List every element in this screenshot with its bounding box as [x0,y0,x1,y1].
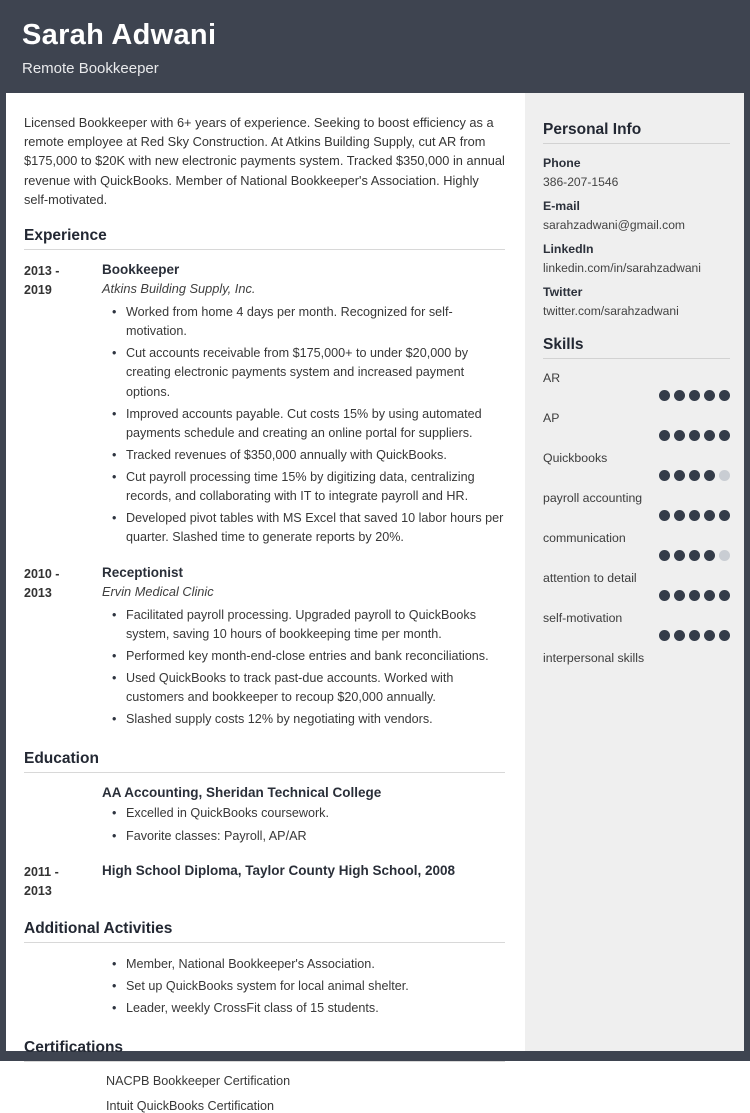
entry-dates [20,955,102,1021]
skill-rating [543,670,730,683]
skill-dot [719,510,730,521]
bullet-item: • Performed key month-end-close entries and bank reconciliations. [116,647,505,666]
section-divider [24,942,505,943]
entry-dates [20,565,102,733]
skill-dot [659,630,670,641]
entry-body [102,262,505,551]
bullet-item: • Favorite classes: Payroll, AP/AR [116,827,505,846]
contact-label: Twitter [543,285,583,299]
bullet-item: • Cut accounts receivable from $175,000+ to under $20,000 by creating electronic payments system and increased payment options. [116,344,505,401]
bullet-item: • Tracked revenues of $350,000 annually with QuickBooks. [116,446,505,465]
skill-item [543,531,730,563]
phone-value: 386-207-1546 [543,175,619,189]
skill-dot [704,630,715,641]
bullet-item: • Set up QuickBooks system for local animal shelter. [116,977,505,996]
bullet-item: • Slashed supply costs 12% by negotiating with vendors. [116,710,505,729]
certifications-heading: Certifications [24,1038,124,1056]
skill-rating [543,470,730,483]
entry-dates [20,785,102,848]
skill-dot [674,470,685,481]
job-company: Ervin Medical Clinic [102,583,214,599]
job-bullet-list [102,606,505,730]
email-value: sarahzadwani@gmail.com [543,218,686,232]
contact-label: E-mail [543,199,580,213]
bullet-item: • Cut payroll processing time 15% by digitizing data, centralizing records, and collaborating with IT to integrate payroll and HR. [116,468,505,506]
contact-field [543,242,730,275]
skill-label: attention to detail [543,571,637,585]
skill-rating [543,430,730,443]
entry-body [102,565,505,733]
skill-label: payroll accounting [543,491,643,505]
experience-heading: Experience [24,226,107,244]
personal-info-heading: Personal Info [543,121,642,138]
skill-dot [674,390,685,401]
skill-dot [704,510,715,521]
skill-rating [543,510,730,523]
contact-label: LinkedIn [543,242,594,256]
skill-dot [674,510,685,521]
skill-dot [659,550,670,561]
contact-field [543,156,730,189]
education-heading: Education [24,750,99,768]
date-start: 2011 - [24,864,59,879]
job-title: Bookkeeper [102,261,180,277]
section-divider [24,772,505,773]
skill-rating [543,550,730,563]
skill-label: self-motivation [543,611,623,625]
skill-dot [674,550,685,561]
bullet-item: • Member, National Bookkeeper's Association. [116,955,505,974]
contact-field [543,285,730,318]
skills-heading: Skills [543,336,584,353]
skill-rating [543,390,730,403]
bullet-item: • Used QuickBooks to track past-due accounts. Worked with customers and bookkeeper to recoup $20,000 annually. [116,669,505,707]
skill-dot [719,430,730,441]
skill-dot [689,550,700,561]
skill-item [543,611,730,643]
skill-dot [719,590,730,601]
bullet-item: • Facilitated payroll processing. Upgraded payroll to QuickBooks system, saving 10 hours of bookkeeping time per month. [116,606,505,644]
skill-dot [674,430,685,441]
entry-body [102,955,505,1021]
certifications-list [102,1074,505,1113]
skill-label: AR [543,371,561,385]
date-start: 2010 - [24,566,60,581]
skill-item [543,411,730,443]
section-divider [24,249,505,250]
skill-dot [704,590,715,601]
activities-bullet-list [102,955,505,1018]
education-bullet-list [102,804,505,845]
date-end: 2019 [24,283,52,298]
certification-item: NACPB Bookkeeper Certification [106,1073,291,1088]
bullet-item: • Excelled in QuickBooks coursework. [116,804,505,823]
date-end: 2013 [24,884,52,899]
candidate-title: Remote Bookkeeper [22,60,159,77]
skill-dot [704,550,715,561]
activities-entry [20,955,505,1021]
skill-dot [689,590,700,601]
job-bullet-list [102,303,505,548]
skill-dot [659,470,670,481]
skill-dot [719,550,730,561]
skill-dot [659,510,670,521]
bullet-item: • Improved accounts payable. Cut costs 15% by using automated payments schedule and creating an online portal for suppliers. [116,405,505,443]
skill-dot [689,390,700,401]
skill-dot [704,390,715,401]
entry-body [102,785,505,848]
certification-item: Intuit QuickBooks Certification [106,1098,274,1113]
activities-heading: Additional Activities [24,919,173,937]
experience-entry [20,262,505,551]
education-entry [20,863,505,902]
education-title: AA Accounting, Sheridan Technical College [102,785,382,801]
entry-dates [20,262,102,551]
experience-entry [20,565,505,733]
job-company: Atkins Building Supply, Inc. [102,280,256,296]
skill-dot [719,390,730,401]
skill-dot [704,470,715,481]
date-end: 2013 [24,586,52,600]
entry-dates [20,863,102,902]
skill-rating [543,630,730,643]
main-column [6,93,525,1113]
education-title: High School Diploma, Taylor County High School, 2008 [102,862,456,878]
skill-item [543,651,730,683]
skill-dot [689,430,700,441]
skill-dot [689,630,700,641]
section-divider [24,1061,505,1062]
skill-dot [719,470,730,481]
skill-label: Quickbooks [543,451,608,465]
contact-field [543,199,730,232]
resume-body [6,93,744,1113]
candidate-name: Sarah Adwani [22,19,217,51]
skill-label: interpersonal skills [543,651,645,665]
skill-dot [674,590,685,601]
contact-label: Phone [543,156,581,170]
bullet-item: • Leader, weekly CrossFit class of 15 students. [116,999,505,1018]
entry-body [102,863,505,902]
skill-item [543,371,730,403]
skill-dot [689,510,700,521]
bullet-item: • Worked from home 4 days per month. Recognized for self-motivation. [116,303,505,341]
skill-dot [704,430,715,441]
skill-dot [674,630,685,641]
job-title: Receptionist [102,564,184,580]
education-entry [20,785,505,848]
skill-label: AP [543,411,560,425]
bullet-item: • Developed pivot tables with MS Excel that saved 10 labor hours per quarter. Slashed time to generate reports by 20%. [116,509,505,547]
skill-rating [543,590,730,603]
linkedin-value: linkedin.com/in/sarahzadwani [543,261,701,275]
skill-item [543,571,730,603]
sidebar-column [525,93,744,1051]
skill-dot [659,430,670,441]
skill-dot [719,630,730,641]
skill-dot [659,390,670,401]
skill-label: communication [543,531,626,545]
skill-item [543,491,730,523]
resume-header [6,5,744,93]
section-divider [543,358,730,359]
summary-paragraph: Licensed Bookkeeper with 6+ years of experience. Seeking to boost efficiency as a remote employee at Red Sky Construction. At Atkins Building Supply, cut AR from $175,000 to $20K with new electronic payments system. Tracked $350,000 in annual revenue with QuickBooks. Member of National Bookkeeper's Association. Highly self-motivated. [24,115,505,207]
skill-dot [689,470,700,481]
date-start: 2013 - [24,263,60,278]
twitter-value: twitter.com/sarahzadwani [543,304,679,318]
section-divider [543,143,730,144]
skill-item [543,451,730,483]
skill-dot [659,590,670,601]
